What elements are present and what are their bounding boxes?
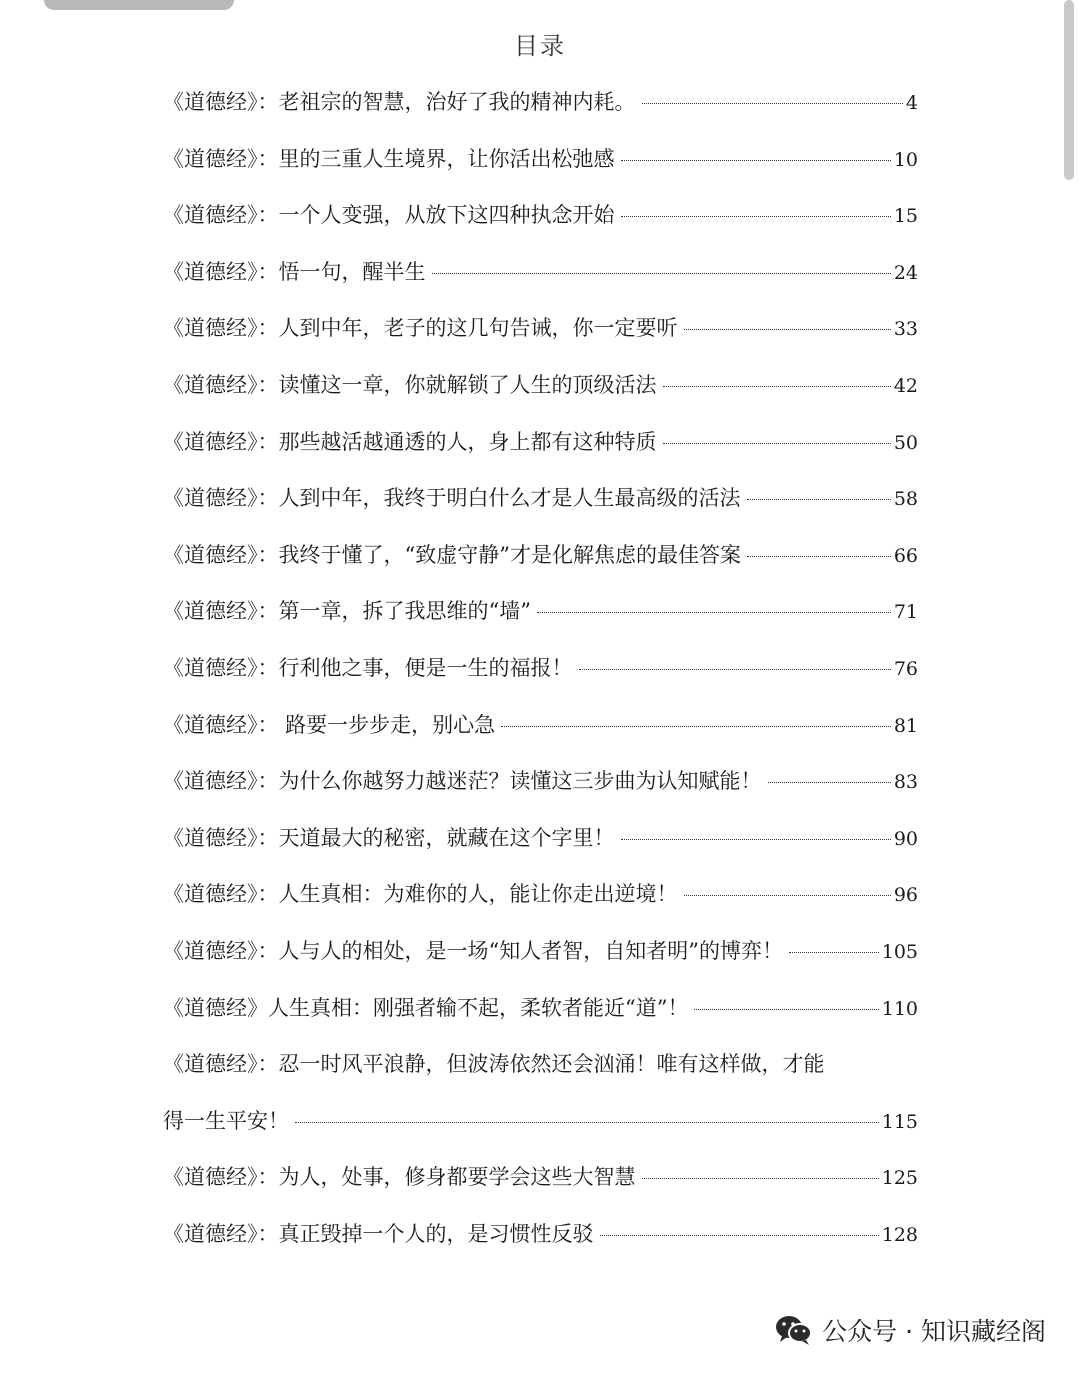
toc-entry-title: 《道德经》：那些越活越通透的人，身上都有这种特质 — [163, 429, 657, 454]
toc-entry-title: 《道德经》：我终于懂了，“致虚守静”才是化解焦虑的最佳答案 — [163, 542, 741, 567]
toc-page-number: 33 — [893, 318, 918, 341]
dot-leader — [621, 215, 891, 217]
dot-leader — [684, 328, 891, 330]
toc-entry-title: 《道德经》：人与人的相处，是一场“知人者智，自知者明”的博弈！ — [163, 938, 783, 963]
toc-entry[interactable] — [163, 414, 918, 471]
toc-entry[interactable] — [163, 131, 918, 188]
toc-entry[interactable] — [163, 697, 918, 754]
dot-leader — [642, 1177, 879, 1179]
toc-entry[interactable] — [163, 866, 918, 923]
toc-entry[interactable] — [163, 244, 918, 301]
toc-entry[interactable] — [163, 187, 918, 244]
dot-leader — [747, 498, 891, 500]
dot-leader — [621, 159, 891, 161]
toc-entry[interactable] — [163, 1093, 918, 1150]
toc-page-number: 24 — [893, 261, 918, 284]
dot-leader — [501, 725, 891, 727]
toc-entry-title: 《道德经》：老祖宗的智慧，治好了我的精神内耗。 — [163, 90, 636, 114]
toc-title: 目录 — [514, 32, 566, 60]
toc-entry-title: 《道德经》：真正毁掉一个人的，是习惯性反驳 — [163, 1221, 594, 1246]
toc-entry-title: 《道德经》：悟一句，醒半生 — [163, 259, 426, 284]
scrollbar-track[interactable] — [1058, 0, 1080, 1380]
watermark — [774, 1312, 1046, 1348]
dot-leader — [663, 385, 891, 387]
toc-entry[interactable] — [163, 753, 918, 810]
toc-page-number: 76 — [893, 657, 918, 680]
toc-entry-title: 《道德经》：为什么你越努力越迷茫？读懂这三步曲为认知赋能！ — [163, 769, 762, 794]
toc-page-number: 50 — [893, 431, 918, 454]
dot-leader — [432, 272, 891, 274]
toc-page-number: 110 — [881, 997, 918, 1020]
toc-page-number: 105 — [881, 940, 918, 963]
toc-entry-title: 《道德经》：人生真相：为难你的人，能让你走出逆境！ — [163, 882, 678, 907]
toc-page-number: 115 — [881, 1110, 918, 1133]
toc-entry-title: 《道德经》：为人，处事，修身都要学会这些大智慧 — [163, 1165, 636, 1190]
wechat-icon — [774, 1313, 814, 1347]
toc-page-number: 4 — [905, 92, 918, 114]
toc-entry[interactable] — [163, 1206, 918, 1263]
top-tab-bar — [44, 0, 234, 10]
watermark-text: 公众号 · 知识藏经阁 — [822, 1317, 1046, 1346]
toc-entry[interactable] — [163, 980, 918, 1037]
dot-leader — [768, 781, 891, 783]
dot-leader — [295, 1121, 879, 1123]
toc-entry-title: 《道德经》： 路要一步步走，别心急 — [163, 712, 496, 737]
toc-page-number: 81 — [893, 714, 918, 737]
toc-entry-title: 《道德经》：一个人变强，从放下这四种执念开始 — [163, 203, 615, 228]
toc-entry[interactable] — [163, 1149, 918, 1206]
toc-entry-title: 《道德经》：天道最大的秘密，就藏在这个字里！ — [163, 825, 615, 850]
toc-entry-title: 得一生平安！ — [163, 1108, 289, 1133]
toc-entry-title: 《道德经》：人到中年，老子的这几句告诫，你一定要听 — [163, 316, 678, 341]
dot-leader — [621, 838, 891, 840]
toc-page-number: 128 — [881, 1223, 918, 1246]
toc-entry[interactable] — [163, 810, 918, 867]
dot-leader — [789, 951, 879, 953]
toc-entry[interactable] — [163, 470, 918, 527]
toc-entry[interactable] — [163, 583, 918, 640]
toc-entry-title: 《道德经》人生真相：刚强者输不起，柔软者能近“道”！ — [163, 995, 689, 1020]
toc-page-number: 66 — [893, 544, 918, 567]
toc-entry-wrapped-line1[interactable]: 《道德经》：忍一时风平浪静，但波涛依然还会汹涌！唯有这样做，才能 — [163, 1052, 825, 1077]
toc-entry[interactable] — [163, 74, 918, 131]
dot-leader — [642, 102, 903, 104]
toc-entry-title: 《道德经》：第一章，拆了我思维的“墙” — [163, 599, 531, 624]
toc-page-number: 10 — [893, 148, 918, 171]
toc-entry[interactable] — [163, 527, 918, 584]
toc-entry[interactable] — [163, 923, 918, 980]
toc-page-number: 15 — [893, 205, 918, 228]
toc-entry-title: 《道德经》：里的三重人生境界，让你活出松弛感 — [163, 146, 615, 171]
dot-leader — [579, 668, 891, 670]
toc-entry-title: 《道德经》：人到中年，我终于明白什么才是人生最高级的活法 — [163, 486, 741, 511]
toc-entry[interactable] — [163, 357, 918, 414]
toc-entry-title: 《道德经》：行利他之事，便是一生的福报！ — [163, 655, 573, 680]
dot-leader — [684, 894, 891, 896]
toc-page-number: 83 — [893, 771, 918, 794]
dot-leader — [663, 442, 891, 444]
dot-leader — [747, 555, 891, 557]
toc-entry[interactable] — [163, 640, 918, 697]
dot-leader — [537, 611, 891, 613]
dot-leader — [600, 1234, 879, 1236]
toc-page-number: 42 — [893, 374, 918, 397]
toc-page-number: 96 — [893, 884, 918, 907]
toc-entry[interactable] — [163, 300, 918, 357]
toc-page-number: 71 — [893, 601, 918, 624]
dot-leader — [694, 1008, 878, 1010]
toc-list — [163, 74, 918, 1262]
toc-entry-title: 《道德经》：读懂这一章，你就解锁了人生的顶级活法 — [163, 372, 657, 397]
toc-page-number: 125 — [881, 1167, 918, 1190]
toc-page-number: 90 — [893, 827, 918, 850]
toc-page-number: 58 — [893, 488, 918, 511]
